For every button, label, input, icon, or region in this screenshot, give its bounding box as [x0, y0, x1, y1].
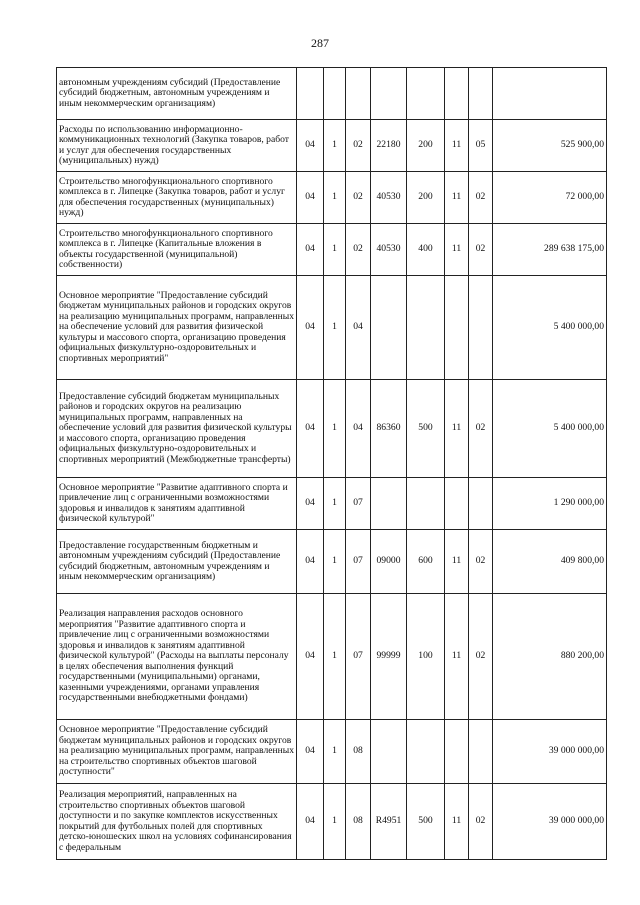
code-section-budget: 11: [445, 120, 469, 172]
code-main-activity: 04: [346, 380, 371, 478]
code-subprogram: 1: [324, 594, 346, 720]
code-expense-type: 400: [407, 224, 445, 276]
table-row: [57, 530, 607, 594]
code-section-budget: 11: [445, 594, 469, 720]
code-subsection-budget: 02: [469, 594, 493, 720]
code-subsection-budget: 02: [469, 530, 493, 594]
row-amount: 525 900,00: [493, 120, 607, 172]
code-section-budget: [445, 720, 469, 784]
table-row: [57, 224, 607, 276]
row-description: Основное мероприятие "Предоставление субсидий бюджетам муниципальных районов и городских округов на реализацию муниципальных программ, направленных на строительство спортивных объектов шаговой доступности": [57, 720, 297, 784]
row-description: Реализация направления расходов основного мероприятия "Развитие адаптивного спорта и привлечение лиц с ограниченными возможностями здоровья и инвалидов к занятиям адаптивной физической культурой" (Расходы на выплаты персоналу в целях обеспечения выполнения функций государственными (муниципальными) органами, казенными учреждениями, органами управления государственными внебюджетными фондами): [57, 594, 297, 720]
table-row: [57, 380, 607, 478]
code-section-budget: [445, 276, 469, 380]
code-expense-direction: [371, 720, 407, 784]
code-expense-direction: 86360: [371, 380, 407, 478]
code-expense-type: 100: [407, 594, 445, 720]
row-description: Строительство многофункционального спортивного комплекса в г. Липецке (Закупка товаров, работ и услуг для обеспечения государственных (муниципальных) нужд): [57, 172, 297, 224]
code-subprogram: 1: [324, 224, 346, 276]
row-amount: [493, 68, 607, 120]
code-subprogram: 1: [324, 478, 346, 530]
code-section-budget: 11: [445, 380, 469, 478]
code-section: 04: [297, 120, 324, 172]
code-section: 04: [297, 784, 324, 860]
code-expense-type: [407, 276, 445, 380]
code-expense-type: 500: [407, 784, 445, 860]
row-amount: 39 000 000,00: [493, 720, 607, 784]
table-row: [57, 478, 607, 530]
code-subprogram: 1: [324, 380, 346, 478]
table-row: [57, 784, 607, 860]
code-subprogram: 1: [324, 172, 346, 224]
table-row: [57, 172, 607, 224]
code-subsection-budget: 02: [469, 172, 493, 224]
code-expense-direction: [371, 478, 407, 530]
code-main-activity: 08: [346, 720, 371, 784]
table-row: [57, 720, 607, 784]
code-subprogram: 1: [324, 720, 346, 784]
code-expense-type: 200: [407, 120, 445, 172]
code-section-budget: 11: [445, 784, 469, 860]
code-section-budget: 11: [445, 172, 469, 224]
code-subsection-budget: 02: [469, 224, 493, 276]
code-expense-type: [407, 720, 445, 784]
code-main-activity: 07: [346, 530, 371, 594]
row-description: Предоставление субсидий бюджетам муниципальных районов и городских округов на реализацию муниципальных программ, направленных на обеспечение условий для развития физической культуры и массового спорта, организацию проведения официальных физкультурно-оздоровительных и спортивных мероприятий (Межбюджетные трансферты): [57, 380, 297, 478]
code-main-activity: 08: [346, 784, 371, 860]
code-main-activity: 02: [346, 224, 371, 276]
code-expense-type: [407, 68, 445, 120]
code-expense-type: 200: [407, 172, 445, 224]
row-amount: 72 000,00: [493, 172, 607, 224]
row-description: Расходы по использованию информационно-коммуникационных технологий (Закупка товаров, работ и услуг для обеспечения государственных (муниципальных) нужд): [57, 120, 297, 172]
code-subsection-budget: 02: [469, 380, 493, 478]
code-expense-type: [407, 478, 445, 530]
code-expense-direction: [371, 276, 407, 380]
code-subprogram: 1: [324, 530, 346, 594]
code-expense-direction: [371, 68, 407, 120]
code-subprogram: 1: [324, 120, 346, 172]
table-row: [57, 276, 607, 380]
code-section-budget: [445, 478, 469, 530]
code-subsection-budget: 05: [469, 120, 493, 172]
code-section: 04: [297, 380, 324, 478]
code-main-activity: 07: [346, 594, 371, 720]
code-subprogram: 1: [324, 276, 346, 380]
code-main-activity: 02: [346, 172, 371, 224]
code-section: 04: [297, 172, 324, 224]
code-expense-direction: R4951: [371, 784, 407, 860]
code-main-activity: [346, 68, 371, 120]
code-expense-direction: 09000: [371, 530, 407, 594]
code-expense-type: 600: [407, 530, 445, 594]
code-subsection-budget: [469, 68, 493, 120]
table-row: [57, 68, 607, 120]
code-section-budget: [445, 68, 469, 120]
code-section: 04: [297, 224, 324, 276]
code-expense-type: 500: [407, 380, 445, 478]
row-description: Предоставление государственным бюджетным и автономным учреждениям субсидий (Предоставление субсидий бюджетным, автономным учреждениям и иным некоммерческим организациям): [57, 530, 297, 594]
table-row: [57, 120, 607, 172]
row-amount: 880 200,00: [493, 594, 607, 720]
code-section-budget: 11: [445, 224, 469, 276]
row-amount: 5 400 000,00: [493, 276, 607, 380]
code-section-budget: 11: [445, 530, 469, 594]
row-amount: 39 000 000,00: [493, 784, 607, 860]
code-subsection-budget: 02: [469, 784, 493, 860]
row-description: Основное мероприятие "Развитие адаптивного спорта и привлечение лиц с ограниченными возможностями здоровья и инвалидов к занятиям адаптивной физической культурой": [57, 478, 297, 530]
code-subsection-budget: [469, 478, 493, 530]
code-section: 04: [297, 594, 324, 720]
code-section: 04: [297, 530, 324, 594]
code-expense-direction: 22180: [371, 120, 407, 172]
row-amount: 1 290 000,00: [493, 478, 607, 530]
code-expense-direction: 40530: [371, 224, 407, 276]
table-body: [57, 68, 607, 860]
table-row: [57, 594, 607, 720]
page-number: 287: [311, 36, 329, 50]
code-subsection-budget: [469, 276, 493, 380]
row-amount: 409 800,00: [493, 530, 607, 594]
row-description: Реализация мероприятий, направленных на строительство спортивных объектов шаговой доступности и по закупке комплектов искусственных покрытий для футбольных полей для спортивных детско-юношеских школ на условиях софинансирования с федеральным: [57, 784, 297, 860]
code-section: 04: [297, 276, 324, 380]
code-subprogram: 1: [324, 784, 346, 860]
row-description: автономным учреждениям субсидий (Предоставление субсидий бюджетным, автономным учреждениям и иным некоммерческим организациям): [57, 68, 297, 120]
code-main-activity: 07: [346, 478, 371, 530]
code-section: [297, 68, 324, 120]
budget-table: [56, 67, 607, 860]
code-section: 04: [297, 720, 324, 784]
code-subsection-budget: [469, 720, 493, 784]
code-main-activity: 04: [346, 276, 371, 380]
code-subprogram: [324, 68, 346, 120]
code-section: 04: [297, 478, 324, 530]
row-amount: 5 400 000,00: [493, 380, 607, 478]
code-expense-direction: 99999: [371, 594, 407, 720]
code-main-activity: 02: [346, 120, 371, 172]
row-amount: 289 638 175,00: [493, 224, 607, 276]
row-description: Основное мероприятие "Предоставление субсидий бюджетам муниципальных районов и городских округов на реализацию муниципальных программ, направленных на обеспечение условий для развития физической культуры и массового спорта, организацию проведения официальных физкультурно-оздоровительных и спортивных мероприятий": [57, 276, 297, 380]
row-description: Строительство многофункционального спортивного комплекса в г. Липецке (Капитальные вложения в объекты государственной (муниципальной) собственности): [57, 224, 297, 276]
code-expense-direction: 40530: [371, 172, 407, 224]
